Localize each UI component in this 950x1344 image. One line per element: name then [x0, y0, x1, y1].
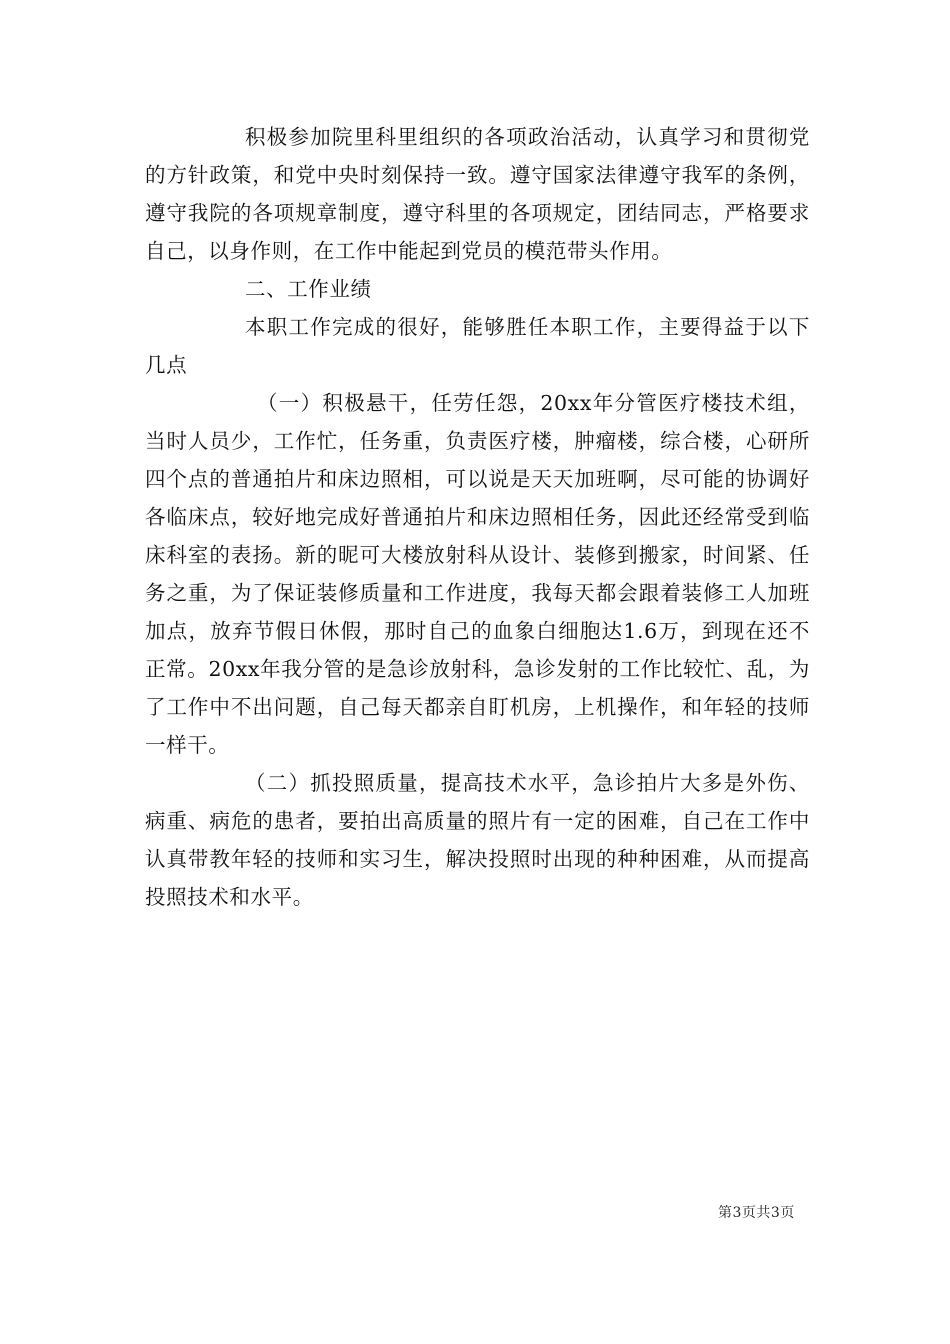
- section-heading-work-achievements: 二、工作业绩: [245, 277, 372, 301]
- paragraph-point-two: （二）抓投照质量，提高技术水平，急诊拍片大多是外伤、病重、病危的患者，要拍出高质量的照片有一定的困难，自己在工作中认真带教年轻的技师和实习生，解决投照时出现的种种困难，从而提高投照技术和水平。: [145, 771, 810, 909]
- page-number-footer: 第3页共3页: [718, 1205, 795, 1221]
- paragraph-point-one: （一）积极悬干，任劳任怨，20xx年分管医疗楼技术组，当时人员少，工作忙，任务重，负责医疗楼，肿瘤楼，综合楼，心研所四个点的普通拍片和床边照相，可以说是天天加班啊，尽可能的协调好各临床点，较好地完成好普通拍片和床边照相任务，因此还经常受到临床科室的表扬。新的昵可大楼放射科从设计、装修到搬家，时间紧、任务之重，为了保证装修质量和工作进度，我每天都会跟着装修工人加班加点，放弃节假日休假，那时自己的血象白细胞达1.6万，到现在还不正常。20xx年我分管的是急诊放射科，急诊发射的工作比较忙、乱，为了工作中不出问题，自己每天都亲自盯机房，上机操作，和年轻的技师一样干。: [145, 391, 810, 757]
- paragraph-political-activities: 积极参加院里科里组织的各项政治活动，认真学习和贯彻党的方针政策，和党中央时刻保持一致。遵守国家法律遵守我军的条例，遵守我院的各项规章制度，遵守科里的各项规定，团结同志，严格要求自己，以身作则，在工作中能起到党员的模范带头作用。: [145, 125, 810, 263]
- paragraph-work-summary: 本职工作完成的很好，能够胜任本职工作，主要得益于以下几点: [145, 315, 810, 377]
- document-body: [145, 118, 810, 916]
